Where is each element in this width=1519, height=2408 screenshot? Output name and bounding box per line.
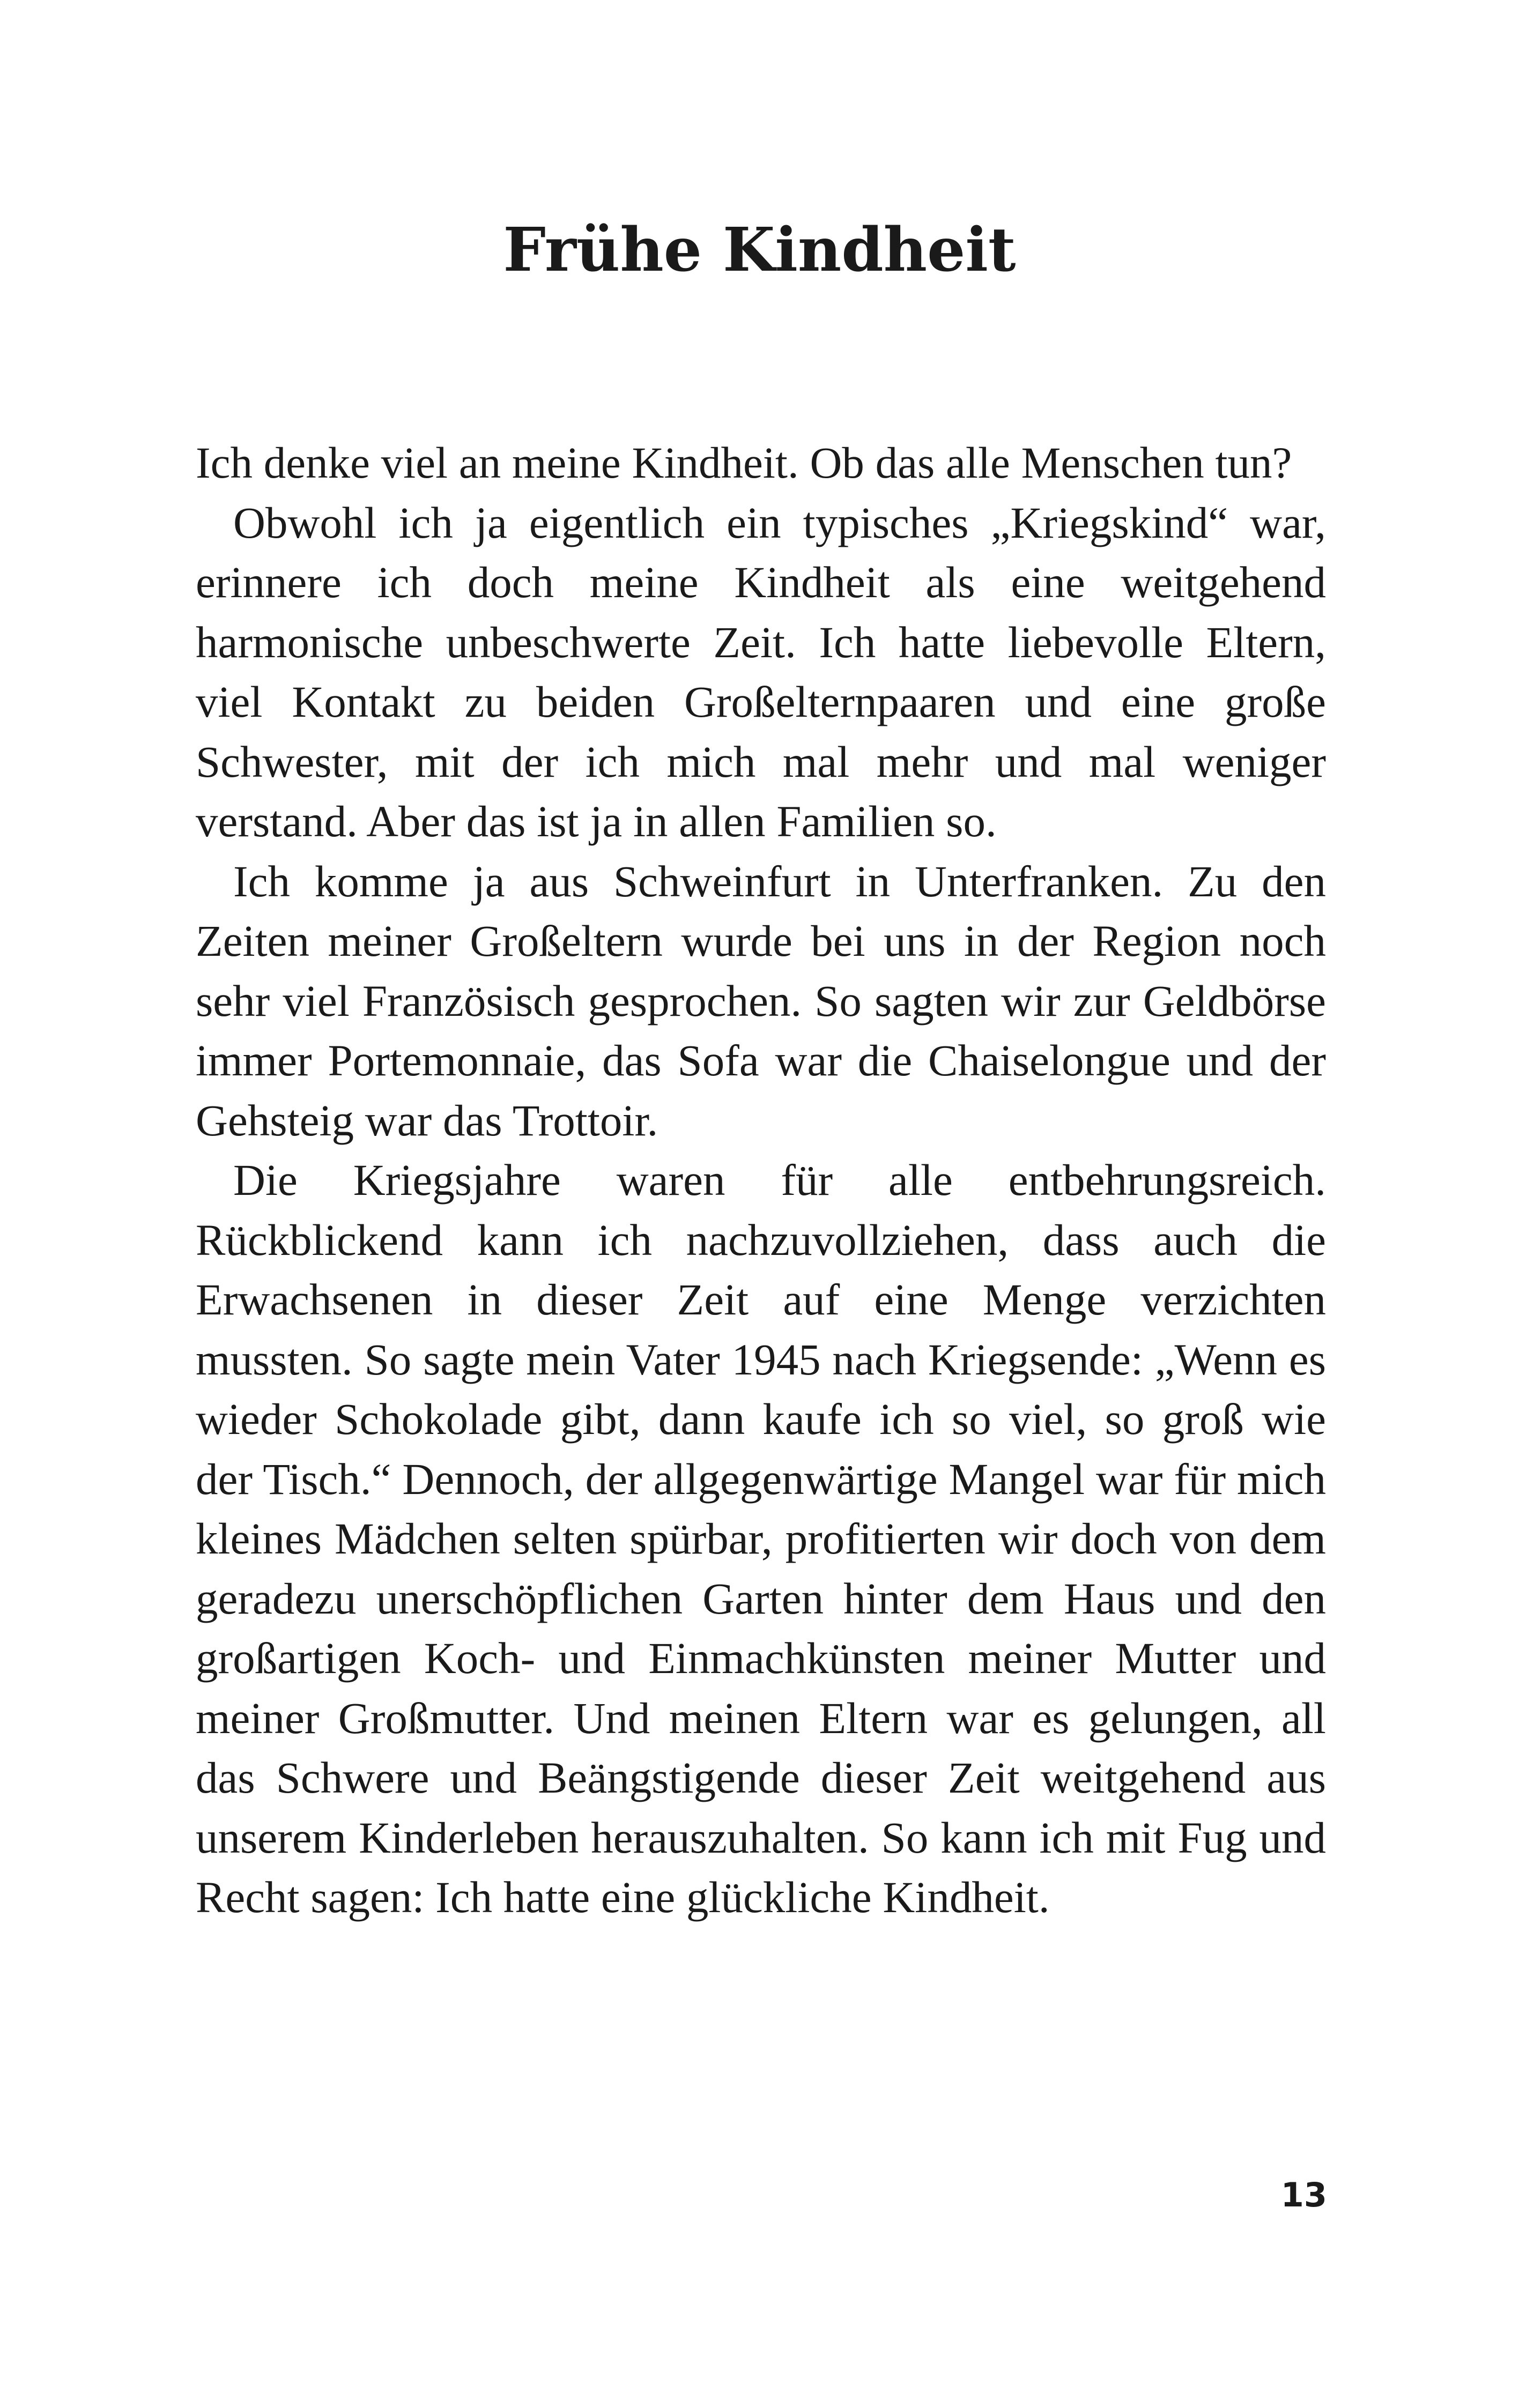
chapter-title: Frühe Kindheit — [503, 215, 1016, 285]
paragraph: Ich denke viel an meine Kindheit. Ob das alle Menschen tun? — [196, 438, 1292, 487]
paragraph: Obwohl ich ja eigentlich ein typisches „Kriegskind“ war, erinnere ich doch meine Kindheit als eine weitgehend harmonische unbeschwerte Zeit. Ich hatte liebevolle Eltern, viel Kontakt zu beiden Großelternpaaren und eine große Schwester, mit der ich mich mal mehr und mal weniger verstand. Aber das ist ja in allen Familien so. — [196, 497, 1326, 846]
paragraph: Ich komme ja aus Schweinfurt in Unterfranken. Zu den Zeiten meiner Großeltern wurde bei uns in der Region noch sehr viel Französisch gesprochen. So sagten wir zur Geldbörse immer Portemonnaie, das Sofa war die Chaiselongue und der Gehsteig war das Trottoir. — [196, 856, 1326, 1145]
chapter-body — [196, 433, 1326, 1928]
paragraph: Die Kriegsjahre waren für alle entbehrungsreich. Rückblickend kann ich nachzuvollziehen, dass auch die Erwachsenen in dieser Zeit auf eine Menge verzichten mussten. So sagte mein Vater 1945 nach Kriegsende: „Wenn es wieder Schokolade gibt, dann kaufe ich so viel, so groß wie der Tisch.“ Dennoch, der allgegenwärtige Mangel war für mich kleines Mädchen selten spürbar, profitierten wir doch von dem geradezu unerschöpflichen Garten hinter dem Haus und den großartigen Koch- und Einmachkünsten meiner Mutter und meiner Großmutter. Und meinen Eltern war es gelungen, all das Schwere und Beängstigende dieser Zeit weitgehend aus unserem Kinderleben herauszuhalten. So kann ich mit Fug und Recht sagen: Ich hatte eine glückliche Kindheit. — [196, 1155, 1326, 1922]
page-number: 13 — [1280, 2175, 1327, 2214]
